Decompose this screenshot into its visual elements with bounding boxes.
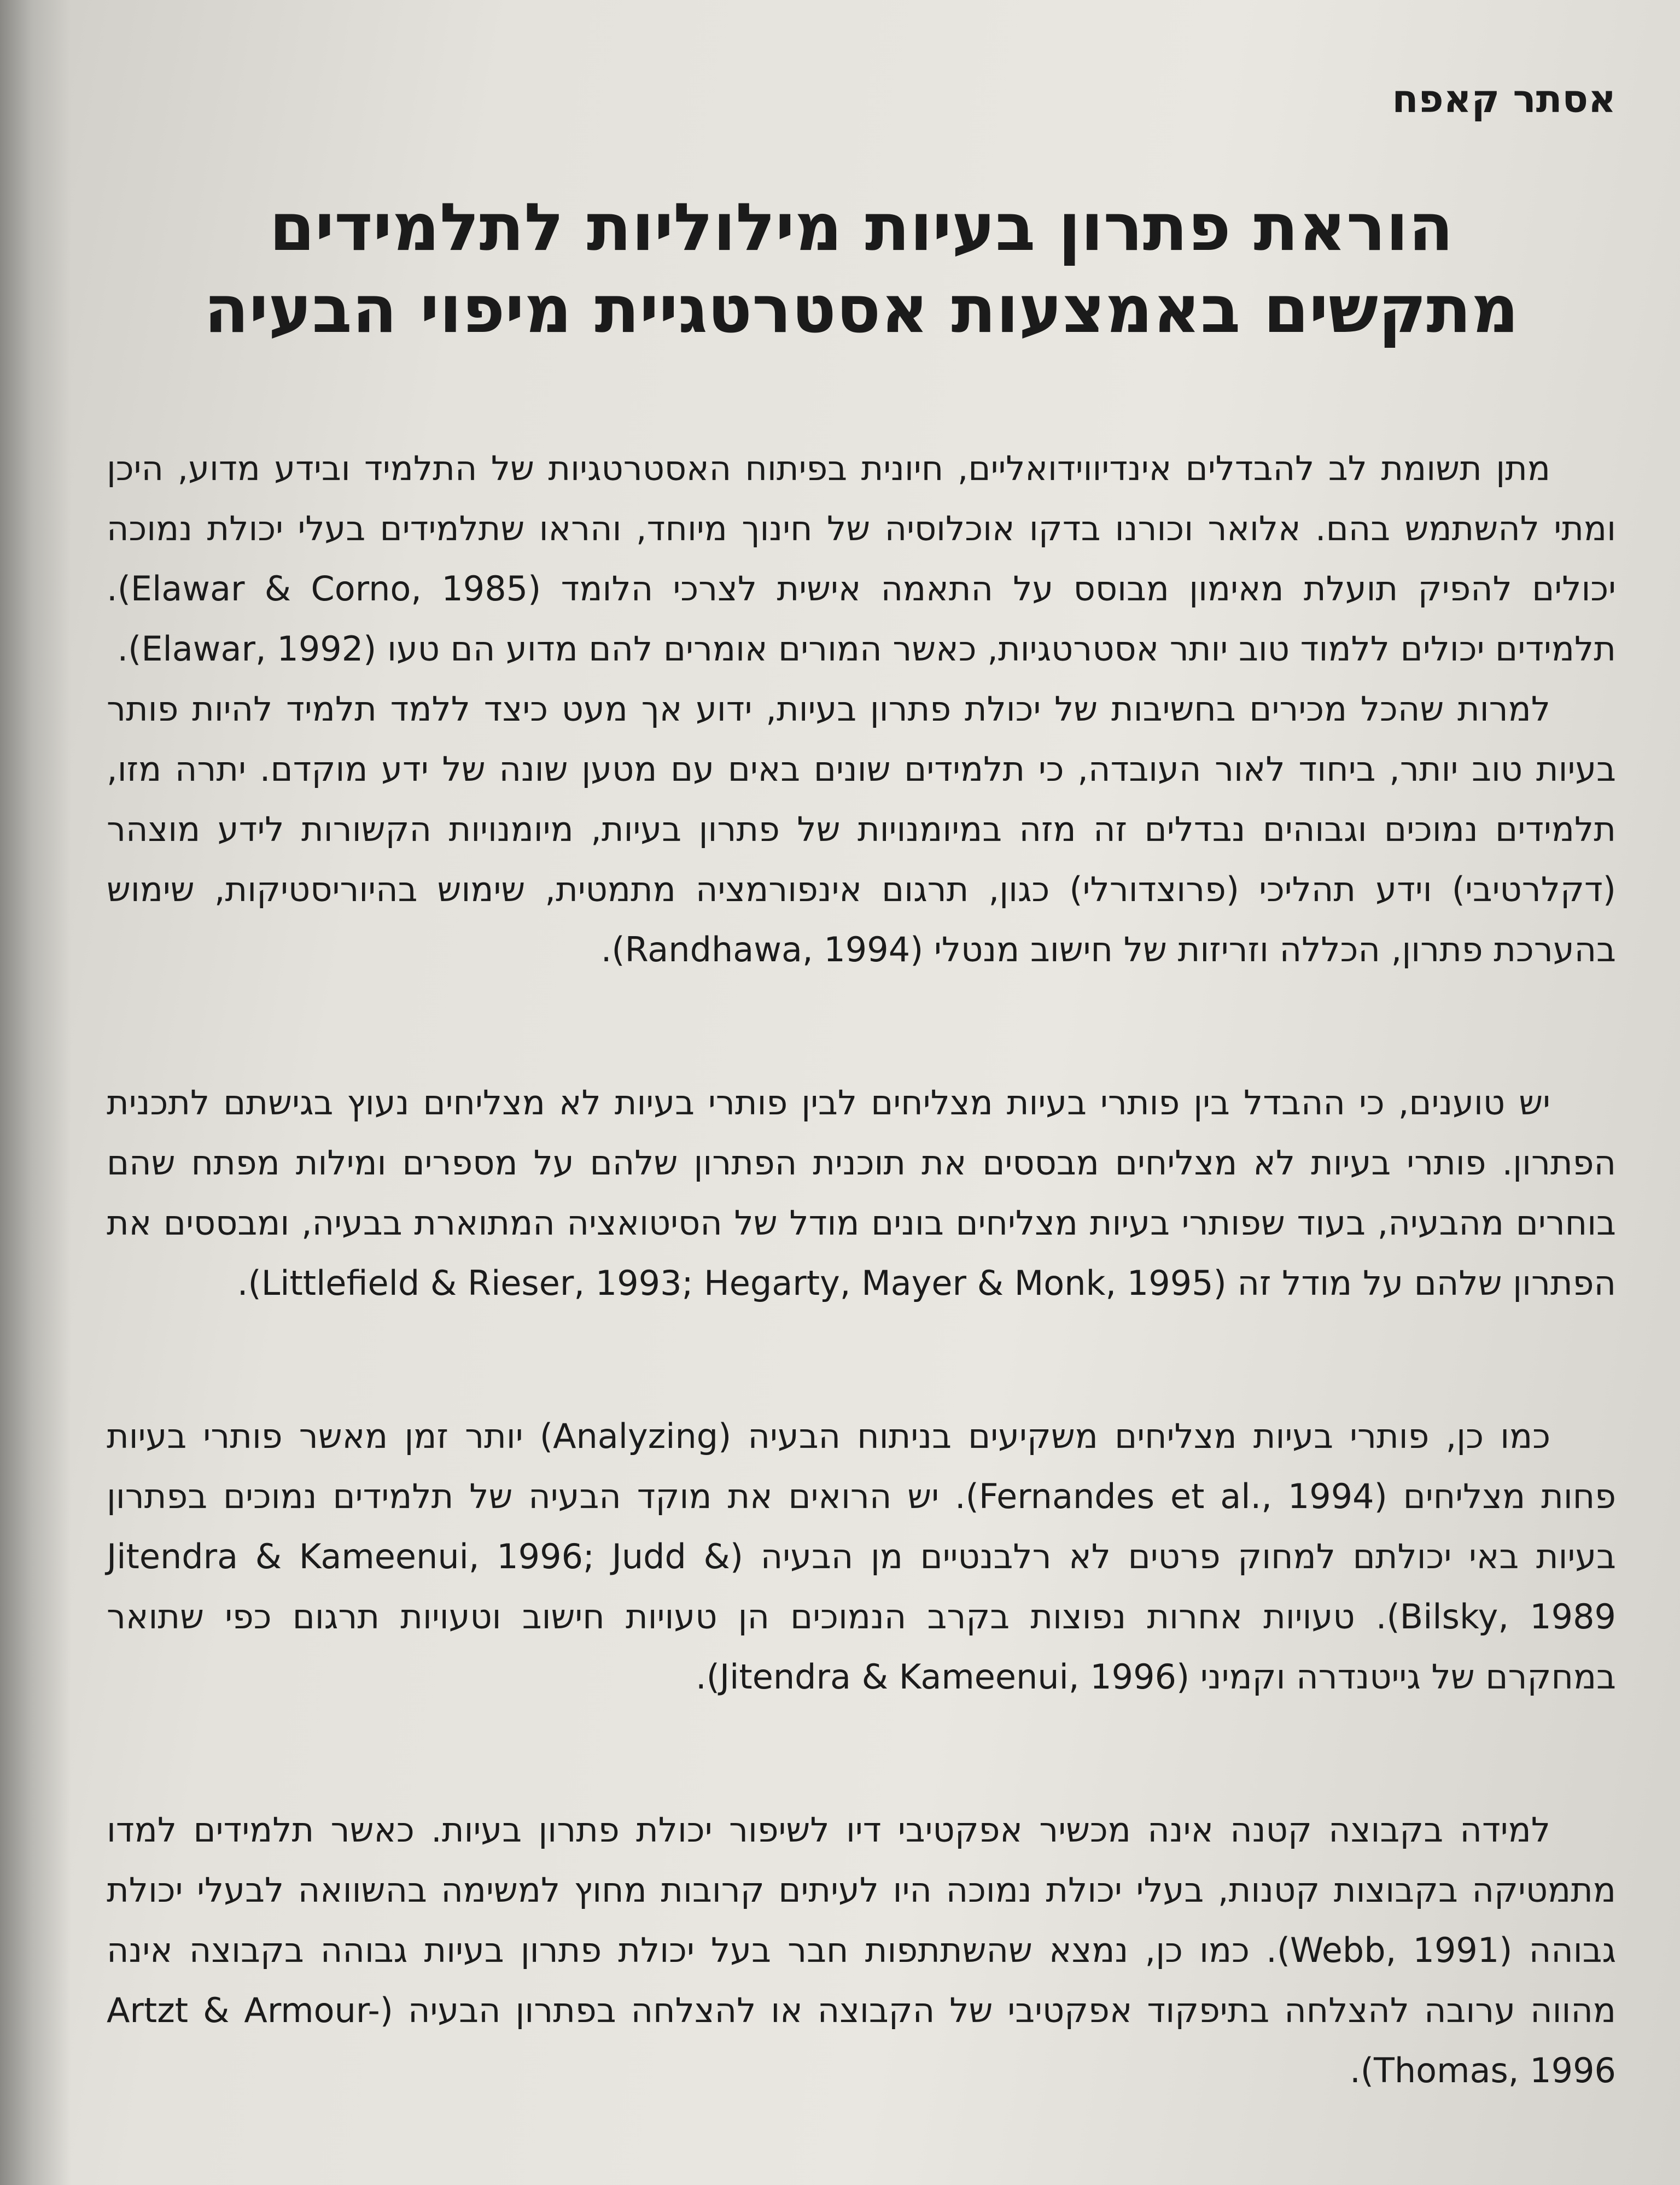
paragraph-4: כמו כן, פותרי בעיות מצליחים משקיעים בניתוח הבעיה (Analyzing) יותר זמן מאשר פותרי בעיות פחות מצליחים (Fernandes et al., 1994). יש הרואים את מוקד הבעיה של תלמידים נמוכים בפתרון בעיות באי יכולתם למחוק פרטים לא רלבנטיים מן הבעיה (Jitendra & Kameenui, 1996; Judd & Bilsky, 1989). טעויות אחרות נפוצות בקרב הנמוכים הן טעויות חישוב וטעויות תרגום כפי שתואר במחקרם של גייטנדרה וקמיני (Jitendra & Kameenui, 1996). [107,1416,1617,1697]
article-title [107,187,1616,351]
paragraph-3: יש טוענים, כי ההבדל בין פותרי בעיות מצליחים לבין פותרי בעיות לא מצליחים נעוץ בגישתם לתכנית הפתרון. פותרי בעיות לא מצליחים מבססים את תוכנית הפתרון שלהם על מספרים ומילות מפתח שהם בוחרים מהבעיה, בעוד שפותרי בעיות מצליחים בונים מודל של הסיטואציה המתוארת בבעיה, ומבססים את הפתרון שלהם על מודל זה (Littlefield & Rieser, 1993; Hegarty, Mayer & Monk, 1995). [107,1083,1616,1303]
page-content [107,77,1616,2101]
paragraph-5: למידה בקבוצה קטנה אינה מכשיר אפקטיבי דיו לשיפור יכולת פתרון בעיות. כאשר תלמידים למדו מתמטיקה בקבוצות קטנות, בעלי יכולת נמוכה היו לעיתים קרובות מחוץ למשימה בהשוואה לבעלי יכולת גבוהה (Webb, 1991). כמו כן, נמצא שהשתתפות חבר בעל יכולת פתרון בעיות גבוהה בקבוצה אינה מהווה ערובה להצלחה בתיפקוד אפקטיבי של הקבוצה או להצלחה בפתרון הבעיה (Artzt & Armour-Thomas, 1996). [107,1810,1617,2090]
paragraph-1: מתן תשומת לב להבדלים אינדיווידואליים, חיונית בפיתוח האסטרטגיות של התלמיד ובידע מדוע, היכן ומתי להשתמש בהם. אלואר וכורנו בדקו אוכלוסיה של חינוך מיוחד, והראו שתלמידים בעלי יכולת נמוכה יכולים להפיק תועלת מאימון מבוסס על התאמה אישית לצרכי הלומד (Elawar & Corno, 1985). תלמידים יכולים ללמוד טוב יותר אסטרטגיות, כאשר המורים אומרים להם מדוע הם טעו (Elawar, 1992). [107,448,1616,669]
paragraph-2: למרות שהכל מכירים בחשיבות של יכולת פתרון בעיות, ידוע אך מעט כיצד ללמד תלמיד להיות פותר בעיות טוב יותר, ביחוד לאור העובדה, כי תלמידים שונים באים עם מטען שונה של ידע מוקדם. יתרה מזו, תלמידים נמוכים וגבוהים נבדלים זה מזה במיומנויות של פתרון בעיות, מיומנויות הקשורות לידע מוצהר (דקלרטיבי) וידע תהליכי (פרוצדורלי) כגון, תרגום אינפורמציה מתמטית, שימוש בהיוריסטיקות, שימוש בהערכת פתרון, הכללה וזריזות של חישוב מנטלי (Randhawa, 1994). [107,689,1616,969]
author-name: אסתר קאפח [1392,77,1616,121]
title-line-1: הוראת פתרון בעיות מילוליות לתלמידים [269,190,1454,266]
binding-shadow [0,0,71,2185]
title-line-2: מתקשים באמצעות אסטרטגיית מיפוי הבעיה [203,272,1519,348]
